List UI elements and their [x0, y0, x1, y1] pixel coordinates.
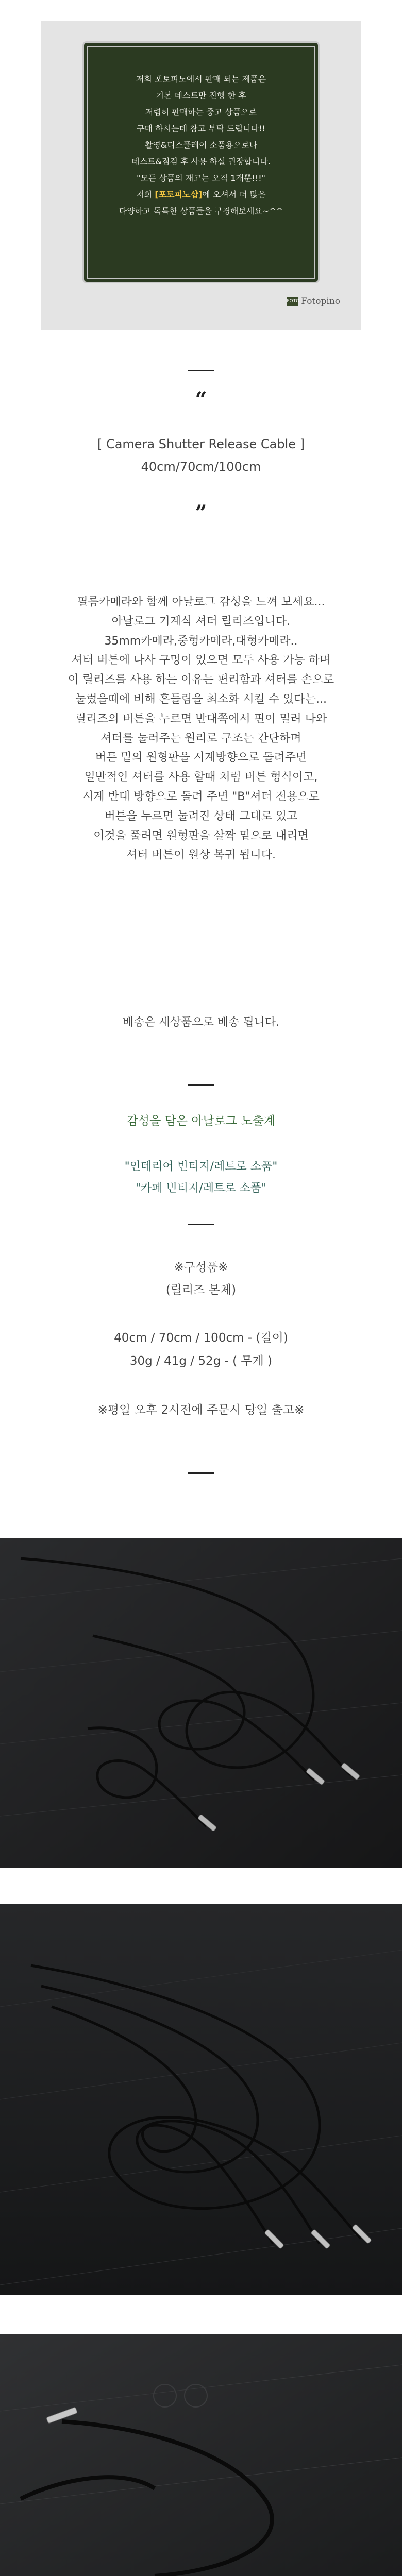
- description-line: 35mm카메라,중형카메라,대형카메라..: [104, 634, 298, 648]
- product-sizes: 40cm/70cm/100cm: [141, 460, 261, 474]
- notice-line-suffix: 에 오셔서 더 많은: [202, 190, 266, 199]
- notice-line: "모든 상품의 재고는 오직 1개뿐!!!": [137, 173, 265, 183]
- notice-line: 저희 포토피노에서 판매 되는 제품은: [136, 74, 266, 84]
- product-title: [ Camera Shutter Release Cable ]: [97, 437, 305, 451]
- logo-mark-icon: FOTO: [287, 297, 298, 306]
- notice-line: [84, 187, 318, 203]
- product-photo-3: [0, 2334, 402, 2576]
- notice-board: [82, 41, 320, 283]
- release-cables-coiled-photo: [0, 1904, 402, 2295]
- product-photo-1: [0, 1538, 402, 1868]
- spec-lengths: 40cm / 70cm / 100cm - (길이): [114, 1331, 288, 1345]
- notice-line: 기본 테스트만 진행 한 후: [156, 91, 246, 100]
- close-quote: ”: [195, 501, 207, 525]
- description-line: 셔터 버튼이 원상 복귀 됩니다.: [126, 849, 276, 862]
- divider: [188, 1084, 214, 1086]
- fotopino-logo: [287, 296, 340, 307]
- release-cables-photo: [0, 1538, 402, 1868]
- description-line: 이 릴리즈를 사용 하는 이유는 편리함과 셔터를 손으로: [68, 673, 334, 687]
- shop-name-highlight: [포토피노샵]: [155, 190, 203, 199]
- description-line: 버튼을 누르면 눌려진 상태 그대로 있고: [104, 809, 298, 823]
- description-line: 아날로그 기계식 셔터 릴리즈입니다.: [111, 615, 291, 628]
- shipping-note: 배송은 새상품으로 배송 됩니다.: [122, 1016, 280, 1029]
- description-line: 이것을 풀려면 원형판을 살짝 밑으로 내리면: [93, 829, 309, 842]
- notice-line-prefix: 저희: [136, 190, 155, 199]
- description-line: 릴리즈의 버튼을 누르면 반대쪽에서 핀이 밀려 나와: [75, 712, 327, 725]
- logo-name: Fotopino: [301, 296, 340, 307]
- description-line: 필름카메라와 함께 아날로그 감성을 느껴 보세요...: [77, 596, 325, 608]
- dispatch-note: ※평일 오후 2시전에 주문시 당일 출고※: [97, 1403, 305, 1417]
- notice-line: 구매 하시는데 참고 부탁 드립니다!!: [137, 124, 265, 133]
- description-line: 셔터를 눌러주는 원리로 구조는 간단하며: [100, 732, 301, 745]
- description-line: 버튼 밑의 원형판을 시계방향으로 돌려주면: [95, 751, 307, 765]
- notice-text: [84, 71, 318, 219]
- tag-interior: "인테리어 빈티지/레트로 소품": [124, 1160, 278, 1173]
- description-line: 시계 반대 방향으로 돌려 주면 "B"셔터 전용으로: [82, 790, 320, 803]
- subtitle: 감성을 담은 아날로그 노출계: [126, 1114, 276, 1128]
- tag-cafe: "카페 빈티지/레트로 소품": [135, 1182, 267, 1195]
- description-line: 일반적인 셔터를 사용 할때 처럼 버튼 형식이고,: [84, 771, 318, 784]
- divider: [188, 370, 214, 371]
- notice-line: 다양하고 독특한 상품들을 구경해보세요~^^: [119, 206, 283, 216]
- description-line: 셔터 버튼에 나사 구멍이 있으면 모두 사용 가능 하며: [71, 654, 331, 667]
- open-quote: “: [195, 387, 207, 412]
- components-contents: (릴리즈 본체): [165, 1283, 237, 1297]
- product-description: [0, 592, 402, 865]
- notice-line: 테스트&점검 후 사용 하실 권장합니다.: [131, 157, 271, 166]
- notice-line: 촬영&디스플레이 소품용으로나: [144, 140, 258, 150]
- description-line: 눌렀을때에 비해 흔들림을 최소화 시킬 수 있다는...: [75, 692, 327, 706]
- components-heading: ※구성품※: [174, 1261, 228, 1274]
- notice-line: 저렴히 판매하는 중고 상품으로: [145, 107, 257, 117]
- divider: [188, 1224, 214, 1225]
- spec-weights: 30g / 41g / 52g - ( 무게 ): [129, 1354, 273, 1368]
- release-cable-closeup-photo: [0, 2334, 402, 2576]
- divider: [188, 1472, 214, 1474]
- product-photo-2: [0, 1904, 402, 2295]
